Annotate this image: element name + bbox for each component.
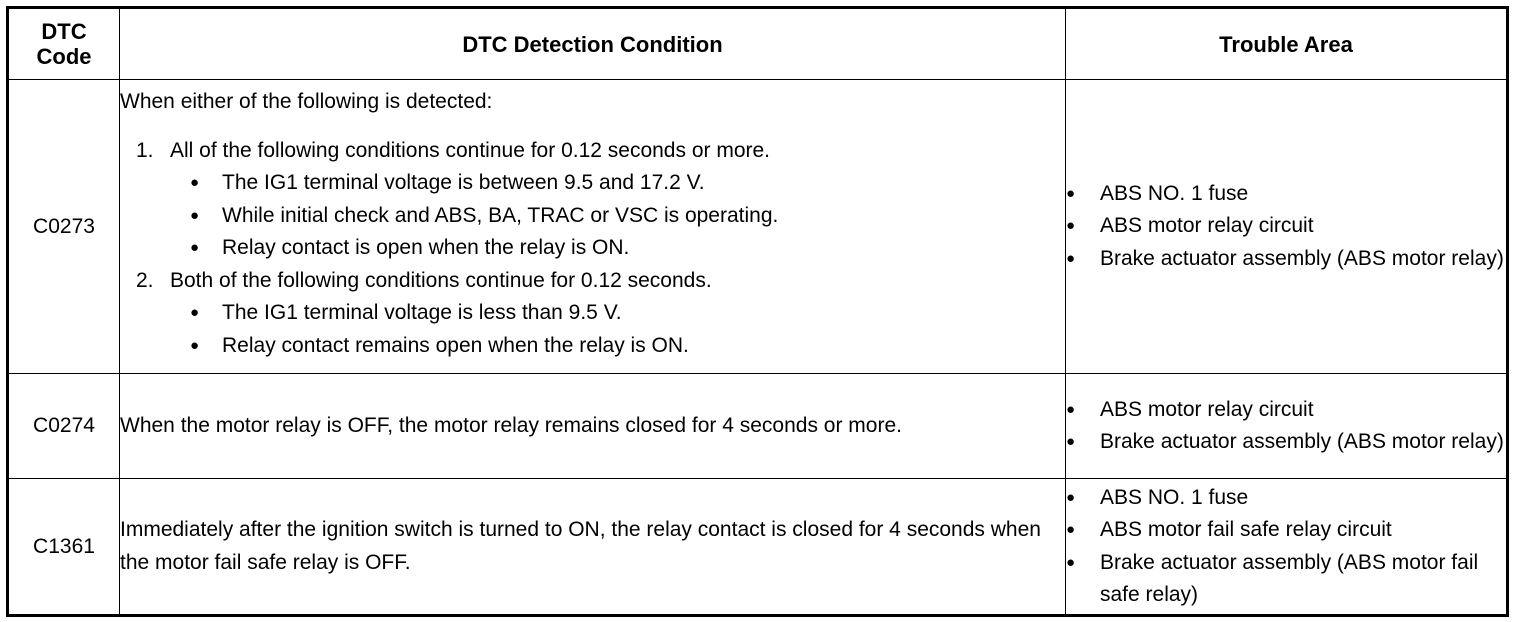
trouble-area-text: ABS motor relay circuit: [1100, 214, 1314, 238]
header-dtc-code-line2: Code: [36, 44, 92, 69]
trouble-area-item: [1066, 482, 1506, 515]
header-dtc-code: [8, 8, 120, 80]
bullet-icon: ●: [190, 304, 200, 321]
table-row: [8, 374, 1508, 479]
trouble-area-text: ABS motor fail safe relay circuit: [1100, 518, 1392, 541]
condition-subitem: [120, 167, 1065, 200]
header-detection-condition: DTC Detection Condition: [120, 8, 1066, 80]
bullet-icon: ●: [1066, 184, 1076, 202]
bullet-icon: ●: [1066, 488, 1076, 506]
condition-subitem: [120, 200, 1065, 233]
bullet-icon: ●: [1066, 400, 1076, 418]
condition-item: [120, 265, 1065, 298]
condition-item-number: 2.: [136, 268, 154, 292]
table-header-row: [8, 8, 1508, 80]
condition-subitem-text: The IG1 terminal voltage is between 9.5 and 17.2 V.: [222, 171, 705, 194]
condition-item-number: 1.: [136, 138, 154, 162]
bullet-icon: ●: [1066, 553, 1076, 571]
table-row: [8, 479, 1508, 616]
dtc-code: C0274: [8, 374, 120, 479]
bullet-icon: ●: [190, 336, 200, 354]
trouble-area-item: [1066, 394, 1506, 427]
table-row: [8, 80, 1508, 374]
trouble-area-text: ABS NO. 1 fuse: [1100, 485, 1249, 509]
bullet-icon: ●: [1066, 433, 1076, 450]
detection-condition: When the motor relay is OFF, the motor relay remains closed for 4 seconds or more.: [120, 374, 1066, 479]
trouble-area-item: [1066, 426, 1506, 459]
detection-condition: [120, 80, 1066, 374]
header-dtc-code-line1: DTC: [41, 19, 87, 44]
trouble-area: [1066, 479, 1508, 616]
trouble-area-text: Brake actuator assembly (ABS motor relay): [1100, 430, 1504, 453]
bullet-icon: ●: [1066, 521, 1076, 538]
trouble-area-text: ABS NO. 1 fuse: [1100, 181, 1249, 205]
trouble-area-item: [1066, 514, 1506, 547]
condition-item: [120, 135, 1065, 168]
trouble-area-text: Brake actuator assembly (ABS motor fail safe relay): [1100, 550, 1479, 606]
condition-subitem: [120, 232, 1065, 265]
condition-subitem-text: Relay contact is open when the relay is ON.: [222, 236, 630, 259]
condition-subitem-text: Relay contact remains open when the relay is ON.: [222, 333, 689, 357]
condition-subitem-text: While initial check and ABS, BA, TRAC or VSC is operating.: [222, 203, 779, 227]
bullet-icon: ●: [190, 206, 200, 224]
bullet-icon: ●: [1066, 217, 1076, 235]
trouble-area-item: [1066, 178, 1506, 211]
dtc-code: C0273: [8, 80, 120, 374]
bullet-icon: ●: [190, 174, 200, 191]
trouble-area-item: [1066, 547, 1506, 612]
trouble-area: [1066, 80, 1508, 374]
bullet-icon: ●: [1066, 249, 1076, 267]
trouble-area: [1066, 374, 1508, 479]
condition-subitem: [120, 330, 1065, 363]
condition-subitem: [120, 297, 1065, 330]
bullet-icon: ●: [190, 239, 200, 256]
header-trouble-area: Trouble Area: [1066, 8, 1508, 80]
detection-condition: Immediately after the ignition switch is turned to ON, the relay contact is closed for 4 seconds when the motor fail safe relay is OFF.: [120, 479, 1066, 616]
condition-intro: When either of the following is detected:: [120, 90, 493, 113]
condition-item-text: Both of the following conditions continue for 0.12 seconds.: [170, 268, 712, 292]
dtc-code: C1361: [8, 479, 120, 616]
trouble-area-item: [1066, 210, 1506, 243]
trouble-area-text: ABS motor relay circuit: [1100, 397, 1314, 421]
trouble-area-item: [1066, 243, 1506, 276]
condition-item-text: All of the following conditions continue for 0.12 seconds or more.: [170, 138, 771, 162]
trouble-area-text: Brake actuator assembly (ABS motor relay): [1100, 246, 1504, 270]
condition-subitem-text: The IG1 terminal voltage is less than 9.5 V.: [222, 301, 622, 324]
dtc-table: [6, 6, 1509, 617]
